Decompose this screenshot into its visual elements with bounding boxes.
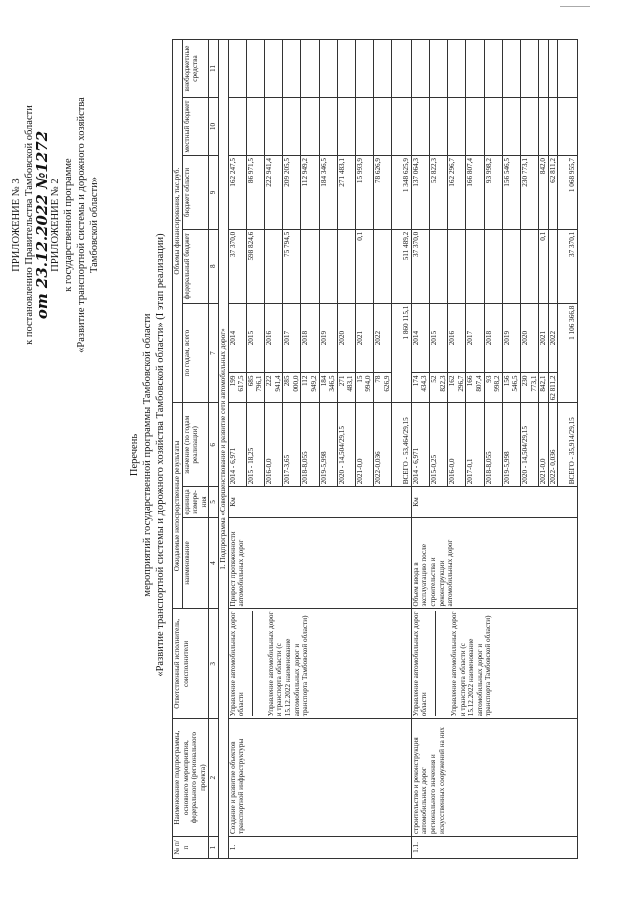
- regional-value: 156 546,5: [502, 155, 520, 229]
- offbudget-value: [319, 40, 337, 98]
- local-value: [283, 98, 301, 156]
- executor-primary: Управление автомобильных дорог области: [229, 611, 253, 716]
- local-value: [337, 98, 355, 156]
- result-value: 2016-0,0: [448, 403, 466, 487]
- table-row: [228, 40, 246, 859]
- result-value: 2020 - 14,504/29,15: [337, 403, 355, 487]
- executor-renamed: Управление автомобильных дорог и транспорта области (с 15.12.2022 наименование автомобильных дорог и транспорта Тамбовской области): [450, 611, 493, 717]
- regional-value: 162 247,5: [228, 155, 246, 229]
- local-value: [374, 98, 392, 156]
- scan-edge-mark: [560, 6, 590, 7]
- program-name: «Развитие транспортной системы и дорожного хозяйства: [76, 97, 87, 353]
- table-body: [228, 40, 577, 859]
- executor-primary: Управление автомобильных дорог области: [412, 611, 436, 716]
- col-number: 8: [209, 229, 219, 303]
- offbudget-value: [374, 40, 392, 98]
- year-cell: 2015: [430, 303, 448, 373]
- year-cell: 2017: [466, 303, 484, 373]
- year-cell: 2018: [484, 303, 502, 373]
- regional-header: бюджет области: [182, 155, 209, 229]
- local-value: [355, 98, 373, 156]
- regional-value: 86 971,5: [246, 155, 264, 229]
- offbudget-value: [246, 40, 264, 98]
- federal-value: [502, 229, 520, 303]
- federal-value: 37 370,0: [411, 229, 429, 303]
- year-cell: 2017: [283, 303, 301, 373]
- document-title: [128, 195, 167, 715]
- regional-value: 166 807,4: [466, 155, 484, 229]
- executor-renamed: Управление автомобильных дорог и транспорта области (с 15.12.2022 наименование автомобильных дорог и транспорта Тамбовской области): [266, 611, 310, 717]
- result-value: 2015 - 18,25: [246, 403, 264, 487]
- local-value: [558, 98, 578, 156]
- result-value: 2016-0,0: [264, 403, 282, 487]
- year-cell: 2020: [520, 303, 538, 373]
- federal-value: 37 370,0: [228, 229, 246, 303]
- sum-federal: 37 370,1: [558, 229, 578, 303]
- federal-value: [520, 229, 538, 303]
- total-value: 285 000,0: [283, 373, 301, 403]
- federal-value: [337, 229, 355, 303]
- federal-value: [301, 229, 319, 303]
- local-value: [411, 98, 429, 156]
- total-value: 15 994,0: [355, 373, 373, 403]
- offbudget-value: [430, 40, 448, 98]
- federal-value: [430, 229, 448, 303]
- federal-value: [319, 229, 337, 303]
- total-value: 271 483,1: [337, 373, 355, 403]
- total-value: 62 811,2: [548, 373, 558, 403]
- result-value: 2021-0,0: [355, 403, 373, 487]
- col-number: 3: [209, 609, 219, 719]
- local-value: [228, 98, 246, 156]
- program-ref: к государственной программе: [63, 158, 74, 292]
- res-name-header: наименование: [182, 517, 209, 609]
- title-line-3: «Развитие транспортной системы и дорожного хозяйства Тамбовской области» (I этап реализации): [155, 233, 166, 677]
- row-number: 1.1.: [411, 837, 577, 859]
- total-value: 199 617,5: [228, 373, 246, 403]
- federal-value: [466, 229, 484, 303]
- local-value: [319, 98, 337, 156]
- regional-value: 52 822,3: [430, 155, 448, 229]
- year-cell: 2022: [548, 303, 558, 373]
- regional-value: 62 811,2: [548, 155, 558, 229]
- col-number: 7: [209, 303, 219, 403]
- total-value: 112 949,2: [301, 373, 319, 403]
- federal-value: [548, 229, 558, 303]
- regional-value: 184 346,5: [319, 155, 337, 229]
- local-value: [548, 98, 558, 156]
- col-name-header: Наименование подпрограммы, основного мероприятия, федерального (регионального проекта): [173, 719, 209, 837]
- local-header: местный бюджет: [182, 98, 209, 156]
- year-cell: 2019: [319, 303, 337, 373]
- result-value: 2018-8,055: [484, 403, 502, 487]
- offbudget-value: [558, 40, 578, 98]
- appendix-header: [10, 60, 101, 390]
- federal-value: [448, 229, 466, 303]
- result-value: 2019-5,998: [502, 403, 520, 487]
- offbudget-value: [411, 40, 429, 98]
- year-cell: 2021: [355, 303, 373, 373]
- title-line-2: мероприятий государственной программы Тамбовской области: [142, 313, 153, 597]
- local-value: [301, 98, 319, 156]
- result-name: Прирост протяженности автомобильных дорог: [228, 517, 411, 609]
- col-executor-header: Ответственный исполнитель, соисполнители: [173, 609, 209, 719]
- result-value: 2014 - 6,971: [411, 403, 429, 487]
- local-value: [520, 98, 538, 156]
- result-value: 2022- 0,036: [548, 403, 558, 487]
- federal-header: федеральный бюджет: [182, 229, 209, 303]
- offbudget-value: [520, 40, 538, 98]
- total-value: 156 546,5: [502, 373, 520, 403]
- offbudget-value: [228, 40, 246, 98]
- year-cell: 2016: [264, 303, 282, 373]
- table-row: [411, 40, 429, 859]
- local-value: [539, 98, 549, 156]
- total-value: 842,1: [539, 373, 549, 403]
- regional-value: 15 993,9: [355, 155, 373, 229]
- result-value: 2020 - 14,504/29,15: [520, 403, 538, 487]
- appendix2-number: ПРИЛОЖЕНИЕ № 2: [50, 178, 61, 272]
- regional-value: 137 064,3: [411, 155, 429, 229]
- col-number: 1: [209, 837, 219, 859]
- result-value: 2014 - 6,971: [228, 403, 246, 487]
- offbudget-value: [502, 40, 520, 98]
- offbudget-value: [355, 40, 373, 98]
- col-expected-header: Ожидаемые непосредственные результаты: [173, 403, 183, 609]
- year-cell: 2014: [228, 303, 246, 373]
- total-value: 222 941,4: [264, 373, 282, 403]
- offbudget-value: [466, 40, 484, 98]
- total-value: 166 807,4: [466, 373, 484, 403]
- regional-value: 222 941,4: [264, 155, 282, 229]
- col-funding-header: Объемы финансирования, тыс.руб.: [173, 40, 183, 403]
- year-cell: 2015: [246, 303, 264, 373]
- regional-value: 842,0: [539, 155, 549, 229]
- regional-value: 271 483,1: [337, 155, 355, 229]
- federal-value: 0,1: [355, 229, 373, 303]
- offbudget-value: [484, 40, 502, 98]
- column-number-row: [209, 40, 219, 859]
- offbudget-value: [337, 40, 355, 98]
- measure-name: Создание и развитие объектов транспортной инфраструктуры: [228, 719, 411, 837]
- federal-value: 75 794,5: [283, 229, 301, 303]
- total-value: 52 822,3: [430, 373, 448, 403]
- col-number: 11: [209, 40, 219, 98]
- total-value: 78 626,9: [374, 373, 392, 403]
- regional-value: 162 296,7: [448, 155, 466, 229]
- year-cell: 2016: [448, 303, 466, 373]
- total-value: 184 346,5: [319, 373, 337, 403]
- offbudget-value: [264, 40, 282, 98]
- local-value: [430, 98, 448, 156]
- header-row-1: [173, 40, 183, 859]
- local-value: [484, 98, 502, 156]
- col-num-header: № п/п: [173, 837, 209, 859]
- sum-regional: 1 348 625,9: [392, 155, 412, 229]
- executor-cell: [411, 609, 577, 719]
- title-line-1: Перечень: [129, 433, 140, 477]
- local-value: [448, 98, 466, 156]
- result-unit: Км: [228, 487, 411, 517]
- result-value: 2017-3,65: [283, 403, 301, 487]
- offbudget-value: [283, 40, 301, 98]
- result-value: 2018-8,055: [301, 403, 319, 487]
- federal-value: 598 824,6: [246, 229, 264, 303]
- regional-value: 209 205,5: [283, 155, 301, 229]
- measure-name: строительство и реконструкция автомобильных дорог регионального значения и искусственных сооружений на них: [411, 719, 577, 837]
- local-value: [246, 98, 264, 156]
- appendix-number: ПРИЛОЖЕНИЕ № 3: [11, 178, 22, 272]
- total-value: 93 998,2: [484, 373, 502, 403]
- total-header: по годам, всего: [182, 303, 209, 403]
- federal-value: 0,1: [539, 229, 549, 303]
- col-number: 10: [209, 98, 219, 156]
- result-value: 2019-5,998: [319, 403, 337, 487]
- local-value: [502, 98, 520, 156]
- local-value: [392, 98, 412, 156]
- measures-table: [172, 39, 578, 859]
- year-cell: 2019: [502, 303, 520, 373]
- sum-total: 1 860 115,1: [392, 303, 412, 403]
- row-number: 1.: [228, 837, 411, 859]
- year-cell: 2014: [411, 303, 429, 373]
- res-unit-header: единица измере-ния: [182, 487, 209, 517]
- sum-federal: 511 489,2: [392, 229, 412, 303]
- sum-label: ВСЕГО - 35,914/29,15: [558, 403, 578, 487]
- regional-value: 93 998,2: [484, 155, 502, 229]
- col-number: 2: [209, 719, 219, 837]
- res-value-header: значение (по годам реализации): [182, 403, 209, 487]
- col-number: 6: [209, 403, 219, 487]
- regional-value: 112 949,2: [301, 155, 319, 229]
- col-number: 4: [209, 517, 219, 609]
- regional-value: 230 773,1: [520, 155, 538, 229]
- section-row: [218, 40, 228, 859]
- sum-total: 1 106 366,8: [558, 303, 578, 403]
- federal-value: [374, 229, 392, 303]
- total-value: 230 773,1: [520, 373, 538, 403]
- col-number: 9: [209, 155, 219, 229]
- result-name: Объем ввода в эксплуатацию после строительства и реконструкции автомобильных дорог: [411, 517, 577, 609]
- offbudget-value: [301, 40, 319, 98]
- offbudget-value: [392, 40, 412, 98]
- offbudget-header: внебюджетные средства: [182, 40, 209, 98]
- year-cell: 2018: [301, 303, 319, 373]
- result-unit: Км: [411, 487, 577, 517]
- regional-value: 78 626,9: [374, 155, 392, 229]
- local-value: [264, 98, 282, 156]
- section-title: 1. Подпрограмма «Совершенствование и развитие сети автомобильных дорог»: [218, 40, 228, 859]
- offbudget-value: [548, 40, 558, 98]
- offbudget-value: [539, 40, 549, 98]
- offbudget-value: [448, 40, 466, 98]
- result-value: 2022-0,036: [374, 403, 392, 487]
- total-value: 174 434,3: [411, 373, 429, 403]
- executor-cell: [228, 609, 411, 719]
- year-cell: 2020: [337, 303, 355, 373]
- result-value: 2021-0,0: [539, 403, 549, 487]
- year-cell: 2021: [539, 303, 549, 373]
- resolution-ref: к постановлению Правительства Тамбовской области: [24, 105, 35, 345]
- federal-value: [484, 229, 502, 303]
- col-number: 5: [209, 487, 219, 517]
- program-region: Тамбовской области»: [89, 176, 100, 274]
- total-value: 162 296,7: [448, 373, 466, 403]
- result-value: 2017-0,1: [466, 403, 484, 487]
- handwritten-date-number: от 23.12.2022 №1272: [33, 130, 51, 320]
- total-value: 685 796,1: [246, 373, 264, 403]
- year-cell: 2022: [374, 303, 392, 373]
- federal-value: [264, 229, 282, 303]
- sum-label: ВСЕГО - 53,464/29,15: [392, 403, 412, 487]
- result-value: 2015-0,25: [430, 403, 448, 487]
- sum-regional: 1 068 955,7: [558, 155, 578, 229]
- local-value: [466, 98, 484, 156]
